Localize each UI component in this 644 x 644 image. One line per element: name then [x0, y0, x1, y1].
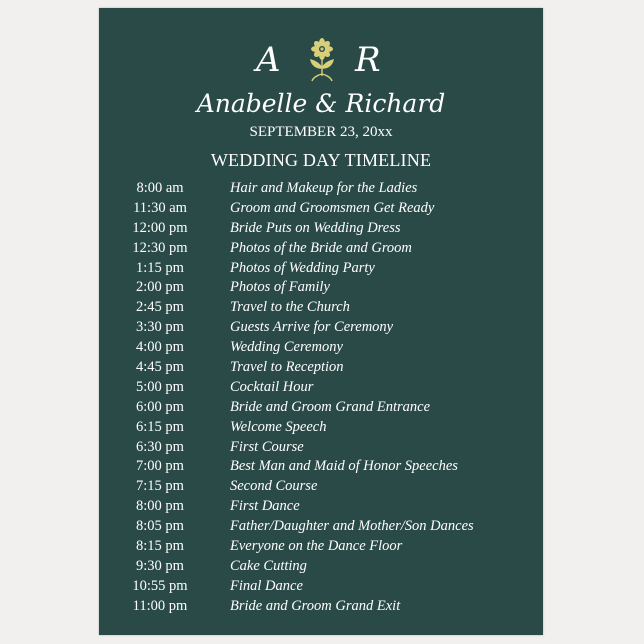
- timeline-time: 4:00 pm: [136, 339, 184, 356]
- timeline-row: [99, 358, 543, 378]
- timeline-time: 9:30 pm: [136, 557, 184, 574]
- timeline-event: Cake Cutting: [230, 557, 307, 574]
- timeline-event: Bride and Groom Grand Exit: [230, 597, 401, 614]
- timeline-time: 8:00 pm: [136, 498, 184, 515]
- timeline-time: 8:00 am: [136, 180, 184, 196]
- timeline-time: 2:45 pm: [136, 299, 184, 316]
- timeline-event: Travel to the Church: [230, 299, 350, 316]
- timeline-time: 11:00 pm: [132, 597, 188, 614]
- timeline-event: Second Course: [230, 478, 318, 495]
- timeline-row: [99, 239, 543, 259]
- timeline-event: First Course: [230, 438, 304, 455]
- timeline-time: 12:00 pm: [132, 219, 188, 236]
- timeline-time: 8:15 pm: [136, 538, 184, 555]
- timeline-list: [99, 179, 543, 617]
- timeline-event: Guests Arrive for Ceremony: [230, 319, 394, 336]
- timeline-event: Photos of Wedding Party: [230, 259, 375, 276]
- timeline-row: [99, 259, 543, 279]
- timeline-event: Welcome Speech: [230, 418, 327, 435]
- timeline-row: [99, 557, 543, 577]
- timeline-event: Best Man and Maid of Honor Speeches: [230, 458, 458, 475]
- timeline-row: [99, 517, 543, 537]
- flower-icon: [304, 38, 340, 82]
- timeline-row: [99, 537, 543, 557]
- timeline-event: First Dance: [230, 498, 300, 515]
- timeline-row: [99, 338, 543, 358]
- timeline-row: [99, 378, 543, 398]
- timeline-event: Hair and Makeup for the Ladies: [230, 180, 418, 196]
- timeline-row: [99, 318, 543, 338]
- timeline-time: 6:00 pm: [136, 398, 184, 415]
- timeline-event: Wedding Ceremony: [230, 339, 343, 356]
- timeline-event: Photos of Family: [230, 279, 330, 296]
- timeline-row: [99, 199, 543, 219]
- timeline-event: Travel to Reception: [230, 359, 344, 376]
- timeline-event: Groom and Groomsmen Get Ready: [230, 199, 435, 216]
- timeline-event: Father/Daughter and Mother/Son Dances: [230, 518, 474, 535]
- timeline-time: 8:05 pm: [136, 518, 184, 535]
- monogram-left-initial: A: [256, 40, 281, 80]
- timeline-row: [99, 179, 543, 199]
- timeline-row: [99, 219, 543, 239]
- timeline-event: Bride and Groom Grand Entrance: [230, 398, 431, 415]
- timeline-row: [99, 298, 543, 318]
- monogram: [99, 40, 543, 86]
- timeline-time: 6:15 pm: [136, 418, 184, 435]
- timeline-row: [99, 278, 543, 298]
- timeline-time: 2:00 pm: [136, 279, 184, 296]
- timeline-row: [99, 418, 543, 438]
- timeline-row: [99, 438, 543, 458]
- timeline-time: 7:00 pm: [136, 458, 184, 475]
- timeline-time: 1:15 pm: [136, 259, 184, 276]
- timeline-row: [99, 457, 543, 477]
- timeline-time: 11:30 am: [133, 199, 187, 216]
- timeline-event: Cocktail Hour: [230, 378, 314, 395]
- timeline-time: 6:30 pm: [136, 438, 184, 455]
- wedding-date: SEPTEMBER 23, 20xx: [249, 124, 393, 140]
- timeline-card: [99, 8, 543, 635]
- couple-names: Anabelle & Richard: [196, 89, 446, 118]
- timeline-event: Everyone on the Dance Floor: [230, 538, 403, 555]
- timeline-event: Photos of the Bride and Groom: [230, 239, 412, 256]
- timeline-time: 3:30 pm: [136, 319, 184, 336]
- timeline-row: [99, 497, 543, 517]
- timeline-time: 5:00 pm: [136, 378, 184, 395]
- timeline-row: [99, 577, 543, 597]
- timeline-time: 12:30 pm: [132, 239, 188, 256]
- timeline-event: Bride Puts on Wedding Dress: [230, 219, 401, 236]
- timeline-event: Final Dance: [230, 577, 303, 594]
- timeline-row: [99, 398, 543, 418]
- timeline-heading: WEDDING DAY TIMELINE: [210, 150, 432, 170]
- timeline-time: 4:45 pm: [136, 359, 184, 376]
- timeline-time: 7:15 pm: [136, 478, 184, 495]
- timeline-time: 10:55 pm: [132, 577, 188, 594]
- timeline-row: [99, 597, 543, 617]
- monogram-right-initial: R: [355, 40, 381, 80]
- timeline-row: [99, 477, 543, 497]
